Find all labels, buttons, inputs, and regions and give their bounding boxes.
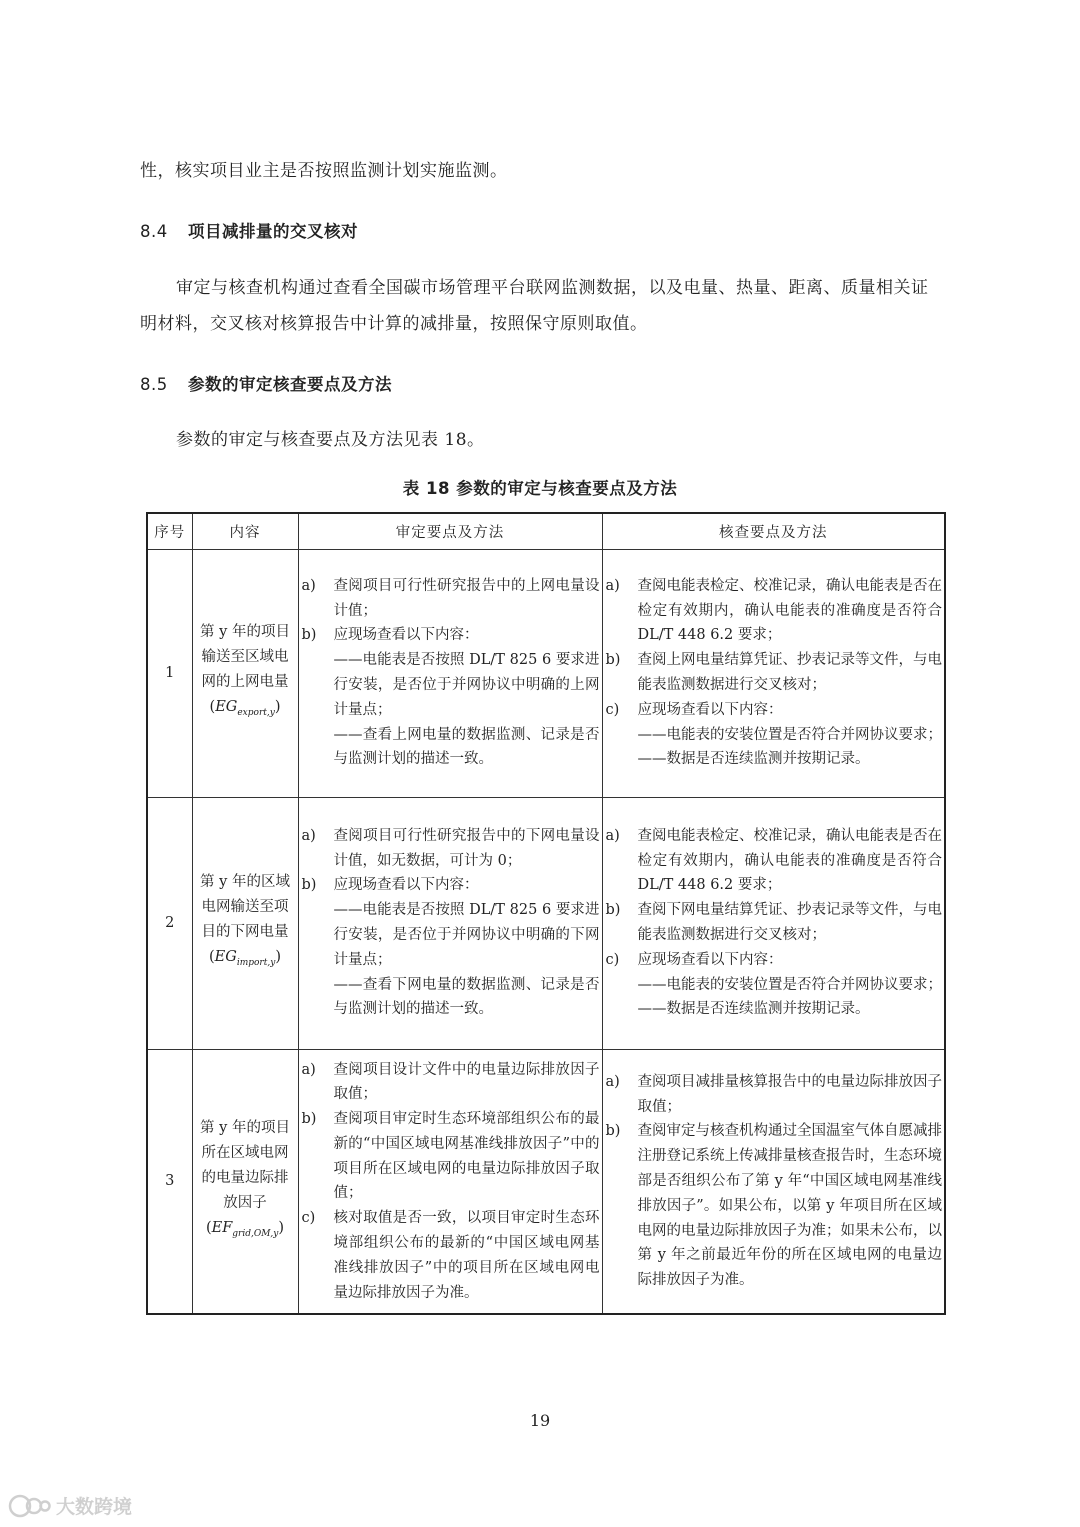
table-row [147,797,945,1049]
list-item [606,898,943,948]
symbol-sub: import,y [236,957,276,968]
item-label: b) [301,1111,317,1128]
item-label: c) [605,951,620,968]
item-text: 核对取值是否一致，以项目审定时生态环境部组织公布的最新的“中国区域电网基准线排放因子”中的项目所在区域电网电量边际排放因子为准。 [333,1210,600,1301]
table-row [147,1049,945,1314]
item-label: b) [301,627,317,644]
item-text: 应现场查看以下内容： [637,701,783,718]
table-header-row [147,513,945,549]
item-text: 查阅项目可行性研究报告中的上网电量设计值； [333,577,600,619]
item-text: 查阅审定与核查机构通过全国温室气体自愿减排注册登记系统上传减排量核查报告时，生态环境部是否组织公布了第 y 年“中国区域电网基准线排放因子”。如果公布，以第 y 年项目所在区域电网的电量边际排放因子为准；如果未公布，以第 y 年之前最近年份的所在区域电网的电量边际排放因子为准。 [637,1123,942,1289]
item-text: 查阅项目审定时生态环境部组织公布的最新的“中国区域电网基准线排放因子”中的项目所在区域电网的电量边际排放因子取值； [333,1111,600,1202]
item-label: b) [605,652,621,669]
item-label: b) [605,902,621,919]
verification-cell [602,549,945,797]
item-text: 查阅电能表检定、校准记录，确认电能表是否在检定有效期内，确认电能表的准确度是否符合 DL/T 448 6.2 要求； [637,577,942,644]
item-text: 应现场查看以下内容： [333,627,479,644]
sub-item: ——数据是否连续监测并按期记录。 [637,751,870,768]
list-item [606,824,943,898]
item-label: a) [605,827,620,844]
content-text: 第 y 年的区域电网输送至项目的下网电量 [200,874,290,941]
row-seq: 1 [147,549,192,797]
item-label: a) [301,1061,316,1078]
sub-item: ——电能表是否按照 DL/T 825 6 要求进行安装，是否位于并网协议中明确的上网计量点； [333,652,600,718]
table-row [147,549,945,797]
sub-item: ——查看下网电量的数据监测、记录是否与监测计划的描述一致。 [333,976,600,1018]
item-text: 查阅项目设计文件中的电量边际排放因子取值； [333,1061,600,1103]
content-text: 第 y 年的项目所在区域电网的电量边际排放因子 [200,1120,290,1212]
sub-item: ——电能表的安装位置是否符合并网协议要求； [637,726,942,743]
parameters-table [146,512,946,1315]
header-validation: 审定要点及方法 [298,513,602,549]
symbol-sub: grid,OM,y [232,1228,279,1239]
watermark-text: 大数跨境 [56,1496,133,1518]
watermark [8,1492,132,1519]
table-caption: 表 18 参数的审定与核查要点及方法 [402,479,678,498]
section-heading-8-4 [140,218,358,242]
header-seq: 序号 [147,513,192,549]
validation-cell [298,1049,602,1314]
parameter-symbol: $(EF_{grid,OM,y})$ [205,1220,285,1239]
row-content [192,797,298,1049]
validation-cell [298,797,602,1049]
list-item [606,698,943,723]
symbol-main: EF [211,1220,233,1237]
verification-cell [602,797,945,1049]
item-label: c) [301,1210,316,1227]
sub-item: ——数据是否连续监测并按期记录。 [637,1001,870,1018]
item-label: a) [605,577,620,594]
list-item [606,1119,943,1293]
watermark-logo-icon [8,1493,52,1519]
list-item [302,1206,600,1305]
list-item [302,1058,600,1108]
section-title: 项目减排量的交叉核对 [188,222,358,241]
header-content: 内容 [192,513,298,549]
symbol-main: EG [215,699,238,716]
content-text: 第 y 年的项目输送至区域电网的上网电量 [200,624,290,691]
list-item [606,574,943,648]
section-number: 8.5 [140,375,168,394]
item-label: a) [605,1073,620,1090]
item-label: b) [301,877,317,894]
parameter-symbol: $(EG_{import,y})$ [209,949,281,968]
item-text: 查阅项目可行性研究报告中的下网电量设计值，如无数据，可计为 0； [333,827,600,869]
sub-item: ——查看上网电量的数据监测、记录是否与监测计划的描述一致。 [333,726,600,768]
list-item [302,873,600,898]
row-seq: 3 [147,1049,192,1314]
sub-item: ——电能表的安装位置是否符合并网协议要求； [637,976,942,993]
section-heading-8-5 [140,371,392,395]
list-item [606,1070,943,1120]
list-item [606,648,943,698]
page-number: 19 [529,1411,551,1430]
row-seq: 2 [147,797,192,1049]
item-text: 应现场查看以下内容： [637,951,783,968]
intro-line: 性，核实项目业主是否按照监测计划实施监测。 [140,161,508,181]
section-title: 参数的审定核查要点及方法 [188,375,392,394]
item-text: 查阅电能表检定、校准记录，确认电能表是否在检定有效期内，确认电能表的准确度是否符合 DL/T 448 6.2 要求； [637,827,942,894]
list-item [302,574,600,624]
item-text: 查阅上网电量结算凭证、抄表记录等文件，与电能表监测数据进行交叉核对； [637,652,942,693]
item-text: 查阅下网电量结算凭证、抄表记录等文件，与电能表监测数据进行交叉核对； [637,902,942,943]
symbol-main: EG [214,949,237,966]
parameter-symbol: $(EG_{export,y})$ [209,699,281,718]
section-8-4-paragraph: 审定与核查机构通过查看全国碳市场管理平台联网监测数据，以及电量、热量、距离、质量相关证明材料，交叉核对核算报告中计算的减排量，按照保守原则取值。 [140,278,929,334]
sub-item: ——电能表是否按照 DL/T 825 6 要求进行安装，是否位于并网协议中明确的下网计量点； [333,902,600,968]
header-verification: 核查要点及方法 [602,513,945,549]
item-text: 查阅项目减排量核算报告中的电量边际排放因子取值； [637,1073,942,1115]
verification-cell [602,1049,945,1314]
section-8-5-paragraph: 参数的审定与核查要点及方法见表 18。 [176,430,485,450]
list-item [606,948,943,973]
item-label: a) [301,827,316,844]
item-text: 应现场查看以下内容： [333,877,479,894]
list-item [302,824,600,874]
validation-cell [298,549,602,797]
row-content [192,1049,298,1314]
symbol-sub: export,y [237,707,275,718]
list-item [302,1107,600,1206]
row-content [192,549,298,797]
list-item [302,623,600,648]
item-label: b) [605,1123,621,1140]
item-label: a) [301,577,316,594]
item-label: c) [605,701,620,718]
section-number: 8.4 [140,222,168,241]
